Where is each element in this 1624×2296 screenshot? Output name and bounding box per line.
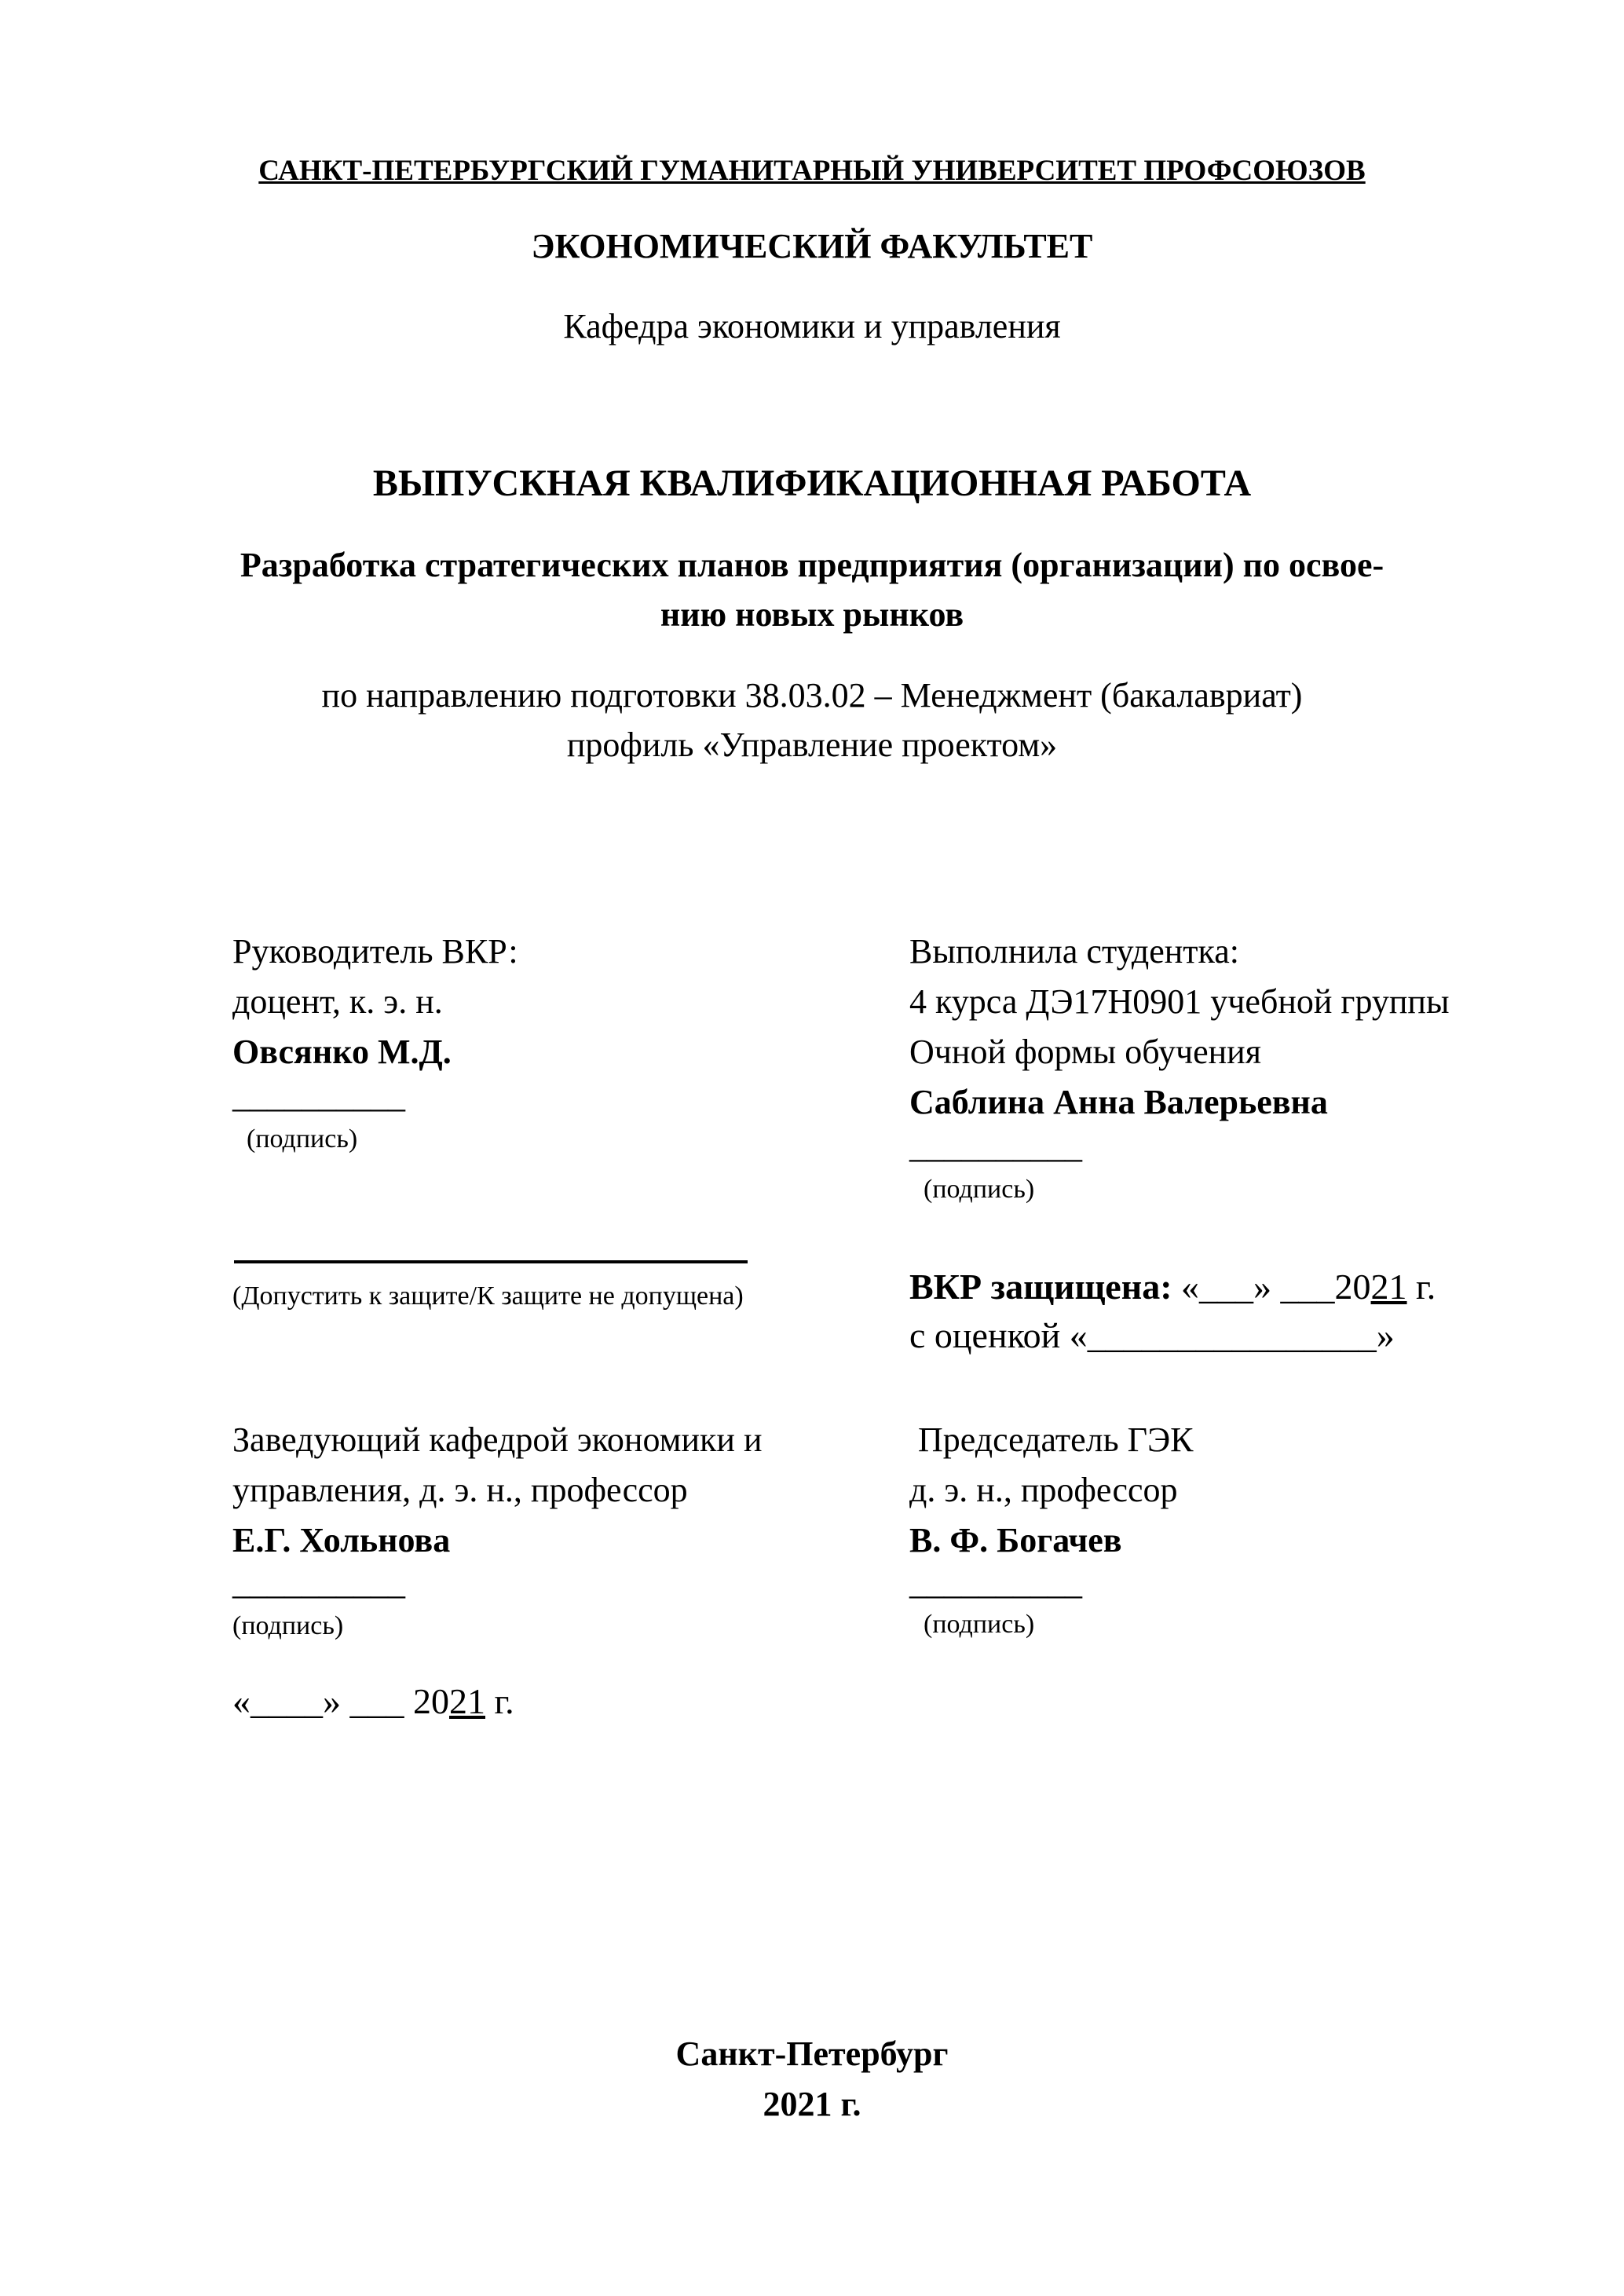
supervisor-name: Овсянко М.Д.: [232, 1033, 452, 1071]
university-name: САНКТ-ПЕТЕРБУРГСКИЙ ГУМАНИТАРНЫЙ УНИВЕРСИТЕТ ПРОФСОЮЗОВ: [258, 155, 1366, 187]
head-date: [232, 1680, 514, 1722]
head-date-prefix: «____» ___ 20: [232, 1681, 449, 1721]
defense-date-prefix: «___» ___20: [1172, 1267, 1371, 1307]
defense-label: ВКР защищена:: [909, 1267, 1172, 1307]
supervisor-label: Руководитель ВКР:: [232, 932, 518, 971]
study-direction: по направлению подготовки 38.03.02 – Менеджмент (бакалавриат): [321, 676, 1303, 715]
head-year-suffix: 21: [449, 1681, 485, 1721]
admission-decision-line: [234, 1260, 748, 1263]
defense-date-suffix: г.: [1406, 1267, 1436, 1307]
chairman-degree: д. э. н., профессор: [909, 1471, 1178, 1509]
department-name: Кафедра экономики и управления: [563, 307, 1061, 345]
student-name: Саблина Анна Валерьевна: [909, 1083, 1328, 1121]
chairman-signature-caption: (подпись): [924, 1610, 1035, 1639]
admission-caption: (Допустить к защите/К защите не допущена): [232, 1281, 744, 1311]
topic-line-2: нию новых рынков: [660, 595, 964, 634]
study-profile: профиль «Управление проектом»: [566, 726, 1058, 764]
head-title-line-1: Заведующий кафедрой экономики и: [232, 1420, 763, 1459]
chairman-label: Председатель ГЭК: [909, 1420, 1194, 1459]
student-study-form: Очной формы обучения: [909, 1033, 1261, 1071]
student-label: Выполнила студентка:: [909, 932, 1239, 971]
head-signature-caption: (подпись): [232, 1611, 344, 1640]
student-group: 4 курса ДЭ17Н0901 учебной группы: [909, 982, 1450, 1021]
work-type-title: ВЫПУСКНАЯ КВАЛИФИКАЦИОННАЯ РАБОТА: [372, 462, 1252, 504]
student-signature-line: __________: [909, 1127, 1082, 1165]
defense-date: [909, 1266, 1436, 1307]
topic-line-1: Разработка стратегических планов предприятия (организации) по освое-: [240, 546, 1384, 584]
chairman-name: В. Ф. Богачев: [909, 1521, 1122, 1559]
head-date-suffix: г.: [485, 1681, 514, 1721]
student-signature-caption: (подпись): [924, 1175, 1035, 1204]
faculty-name: ЭКОНОМИЧЕСКИЙ ФАКУЛЬТЕТ: [531, 227, 1093, 265]
supervisor-signature-line: __________: [232, 1077, 405, 1115]
head-title-line-2: управления, д. э. н., профессор: [232, 1471, 688, 1509]
footer-year: 2021 г.: [763, 2085, 861, 2123]
supervisor-degree: доцент, к. э. н.: [232, 982, 443, 1021]
head-signature-line: __________: [232, 1563, 405, 1602]
head-name: Е.Г. Хольнова: [232, 1521, 451, 1559]
defense-year-suffix: 21: [1370, 1267, 1407, 1307]
chairman-signature-line: __________: [909, 1563, 1082, 1602]
supervisor-signature-caption: (подпись): [247, 1124, 358, 1153]
footer-city: Санкт-Петербург: [675, 2035, 949, 2073]
defense-grade: с оценкой «________________»: [909, 1315, 1395, 1355]
